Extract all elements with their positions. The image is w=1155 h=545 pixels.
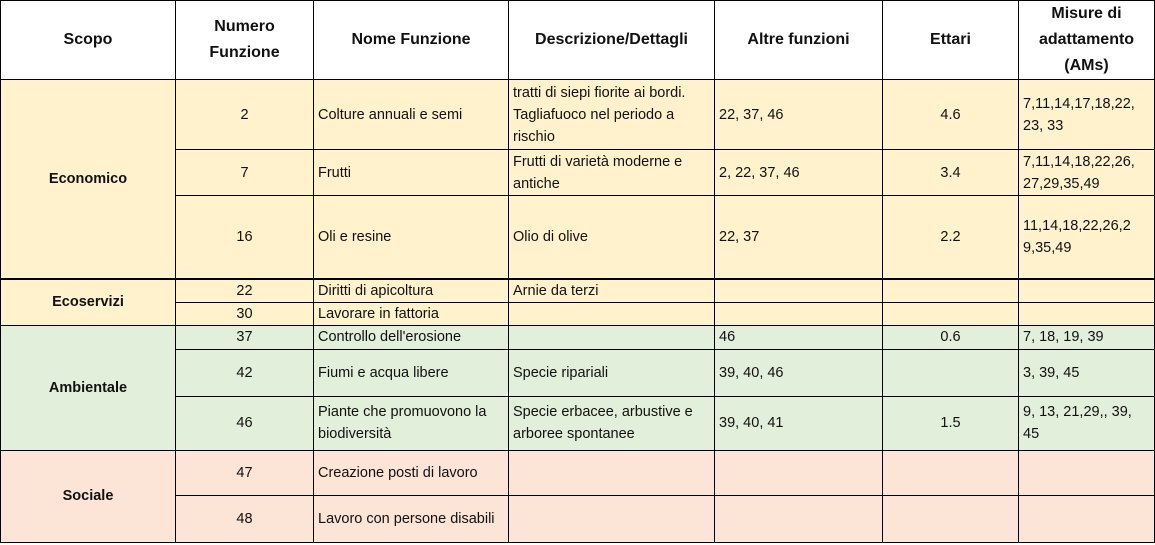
cell-altre: [715, 302, 883, 325]
cell-ettari: [883, 495, 1019, 542]
cell-nome: Frutti: [314, 150, 509, 196]
group-ambientale: Ambientale: [1, 325, 176, 450]
table-row: [1, 325, 1155, 349]
group-economico: Economico: [1, 80, 176, 279]
cell-misure: [1019, 279, 1155, 303]
cell-altre: 2, 22, 37, 46: [715, 150, 883, 196]
cell-num: 22: [176, 279, 314, 303]
cell-misure: 7, 18, 19, 39: [1019, 325, 1155, 349]
cell-desc: [509, 450, 715, 495]
cell-ettari: [883, 349, 1019, 396]
cell-ettari: [883, 450, 1019, 495]
cell-altre: 46: [715, 325, 883, 349]
cell-num: 30: [176, 302, 314, 325]
cell-desc: Arnie da terzi: [509, 279, 715, 303]
cell-ettari: [883, 302, 1019, 325]
cell-misure: 7,11,14,18,22,26, 27,29,35,49: [1019, 150, 1155, 196]
cell-num: 16: [176, 196, 314, 279]
group-sociale: Sociale: [1, 450, 176, 542]
header-nome: Nome Funzione: [314, 1, 509, 80]
header-row: [1, 1, 1155, 80]
cell-misure: 11,14,18,22,26,2 9,35,49: [1019, 196, 1155, 279]
cell-altre: [715, 279, 883, 303]
cell-ettari: [883, 279, 1019, 303]
cell-altre: [715, 450, 883, 495]
cell-altre: 22, 37: [715, 196, 883, 279]
cell-nome: Lavorare in fattoria: [314, 302, 509, 325]
cell-ettari: 0.6: [883, 325, 1019, 349]
cell-num: 37: [176, 325, 314, 349]
cell-desc: Specie erbacee, arbustive e arboree spontanee: [509, 396, 715, 450]
cell-num: 46: [176, 396, 314, 450]
table-row: [1, 450, 1155, 495]
header-descrizione: Descrizione/Dettagli: [509, 1, 715, 80]
header-numero: Numero Funzione: [176, 1, 314, 80]
cell-desc: Olio di olive: [509, 196, 715, 279]
cell-altre: 22, 37, 46: [715, 80, 883, 150]
header-ettari: Ettari: [883, 1, 1019, 80]
cell-ettari: 3.4: [883, 150, 1019, 196]
cell-desc: [509, 325, 715, 349]
cell-desc: tratti di siepi fiorite ai bordi. Tagliafuoco nel periodo a rischio: [509, 80, 715, 150]
cell-desc: Specie ripariali: [509, 349, 715, 396]
cell-desc: [509, 495, 715, 542]
header-scopo: Scopo: [1, 1, 176, 80]
table-row: [1, 80, 1155, 150]
cell-num: 7: [176, 150, 314, 196]
cell-ettari: 4.6: [883, 80, 1019, 150]
cell-misure: 9, 13, 21,29,, 39, 45: [1019, 396, 1155, 450]
cell-misure: [1019, 302, 1155, 325]
cell-ettari: 2.2: [883, 196, 1019, 279]
group-ecoservizi: Ecoservizi: [1, 279, 176, 326]
cell-num: 48: [176, 495, 314, 542]
table-row: [1, 279, 1155, 303]
cell-num: 2: [176, 80, 314, 150]
cell-ettari: 1.5: [883, 396, 1019, 450]
cell-num: 47: [176, 450, 314, 495]
cell-misure: [1019, 495, 1155, 542]
cell-altre: [715, 495, 883, 542]
cell-desc: Frutti di varietà moderne e antiche: [509, 150, 715, 196]
cell-nome: Lavoro con persone disabili: [314, 495, 509, 542]
cell-misure: 3, 39, 45: [1019, 349, 1155, 396]
cell-num: 42: [176, 349, 314, 396]
cell-nome: Controllo dell'erosione: [314, 325, 509, 349]
cell-nome: Creazione posti di lavoro: [314, 450, 509, 495]
cell-nome: Diritti di apicoltura: [314, 279, 509, 303]
cell-desc: [509, 302, 715, 325]
header-misure: Misure di adattamento (AMs): [1019, 1, 1155, 80]
cell-altre: 39, 40, 46: [715, 349, 883, 396]
cell-misure: 7,11,14,17,18,22, 23, 33: [1019, 80, 1155, 150]
cell-nome: Colture annuali e semi: [314, 80, 509, 150]
header-altre: Altre funzioni: [715, 1, 883, 80]
cell-nome: Piante che promuovono la biodiversità: [314, 396, 509, 450]
cell-misure: [1019, 450, 1155, 495]
cell-nome: Fiumi e acqua libere: [314, 349, 509, 396]
cell-nome: Oli e resine: [314, 196, 509, 279]
cell-altre: 39, 40, 41: [715, 396, 883, 450]
